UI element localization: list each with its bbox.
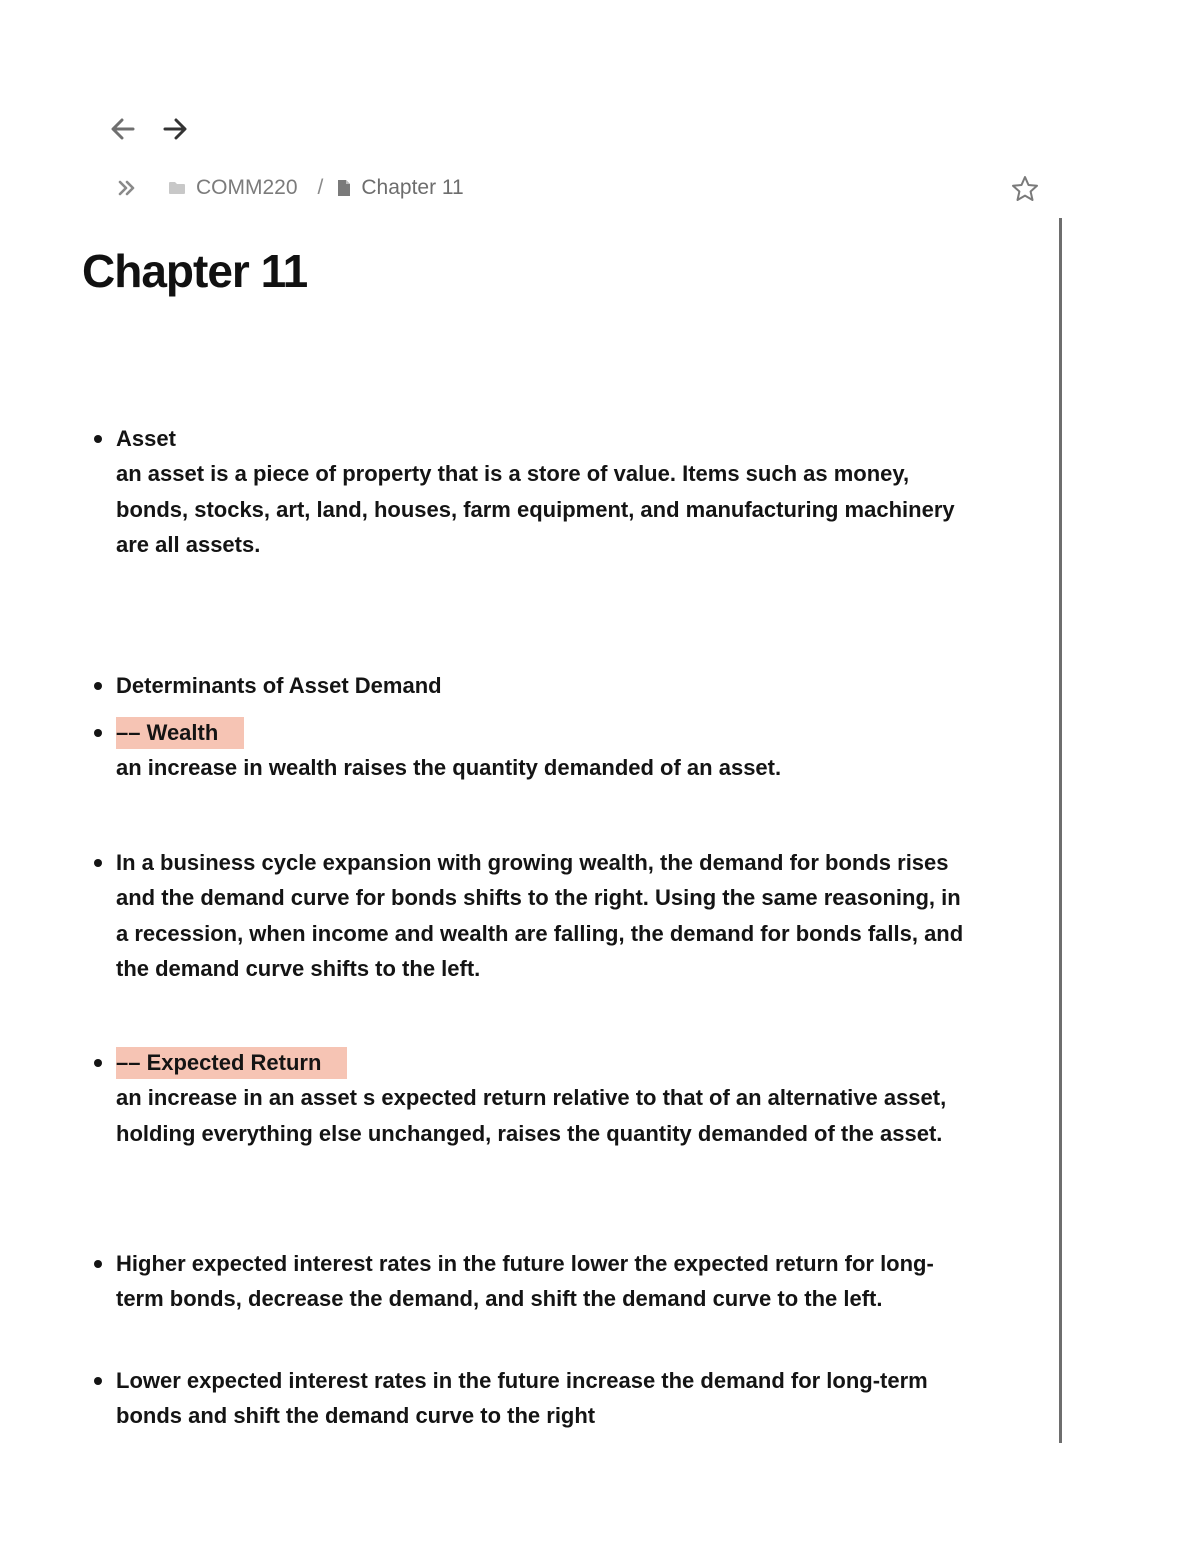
arrow-right-icon: [161, 115, 189, 143]
scrollbar[interactable]: [1059, 218, 1062, 1443]
breadcrumb-current-label: Chapter 11: [361, 176, 464, 199]
breadcrumb-separator: /: [317, 176, 324, 199]
list-item: [90, 1045, 970, 1151]
favorite-button[interactable]: [1008, 172, 1042, 206]
term-description: an asset is a piece of property that is a store of value. Items such as money, bonds, stocks, art, land, houses, farm equipment, and manufacturing machinery are all assets.: [116, 461, 955, 558]
term-description: an increase in an asset s expected return relative to that of an alternative asset, holding everything else unchanged, raises the quantity demanded of the asset.: [116, 1085, 947, 1146]
forward-button[interactable]: [160, 114, 190, 144]
folder-icon: [168, 181, 186, 195]
page-title: Chapter 11: [82, 245, 308, 297]
list-item: [90, 715, 970, 786]
breadcrumb: [114, 174, 464, 202]
list-item: [90, 1246, 970, 1317]
list-item: [90, 845, 970, 987]
section-heading: Determinants of Asset Demand: [116, 673, 442, 698]
breadcrumb-folder[interactable]: [168, 176, 298, 200]
highlighted-term: –– Expected Return: [116, 1047, 347, 1079]
history-navigation: [108, 114, 190, 144]
star-icon: [1010, 174, 1040, 204]
breadcrumb-folder-label: COMM220: [196, 176, 298, 199]
note-text: Lower expected interest rates in the future increase the demand for long-term bonds and shift the demand curve to the right: [116, 1368, 928, 1429]
document-icon: [337, 179, 351, 197]
double-chevron-right-icon: [117, 178, 137, 198]
list-item: [90, 1363, 970, 1434]
highlighted-term: –– Wealth: [116, 717, 244, 749]
arrow-left-icon: [109, 115, 137, 143]
list-item: [90, 668, 970, 703]
back-button[interactable]: [108, 114, 138, 144]
note-text: Higher expected interest rates in the future lower the expected return for long-term bonds, decrease the demand, and shift the demand curve to the left.: [116, 1251, 934, 1312]
list-item: [90, 421, 970, 563]
sidebar-expand-button[interactable]: [114, 175, 140, 201]
term-description: an increase in wealth raises the quantity demanded of an asset.: [116, 755, 782, 781]
term-heading: Asset: [116, 426, 176, 451]
note-text: In a business cycle expansion with growing wealth, the demand for bonds rises and the demand curve for bonds shifts to the right. Using the same reasoning, in a recession, when income and wealth are falling, the demand for bonds falls, and the demand curve shifts to the left.: [116, 850, 964, 982]
breadcrumb-current-page[interactable]: [337, 176, 463, 200]
